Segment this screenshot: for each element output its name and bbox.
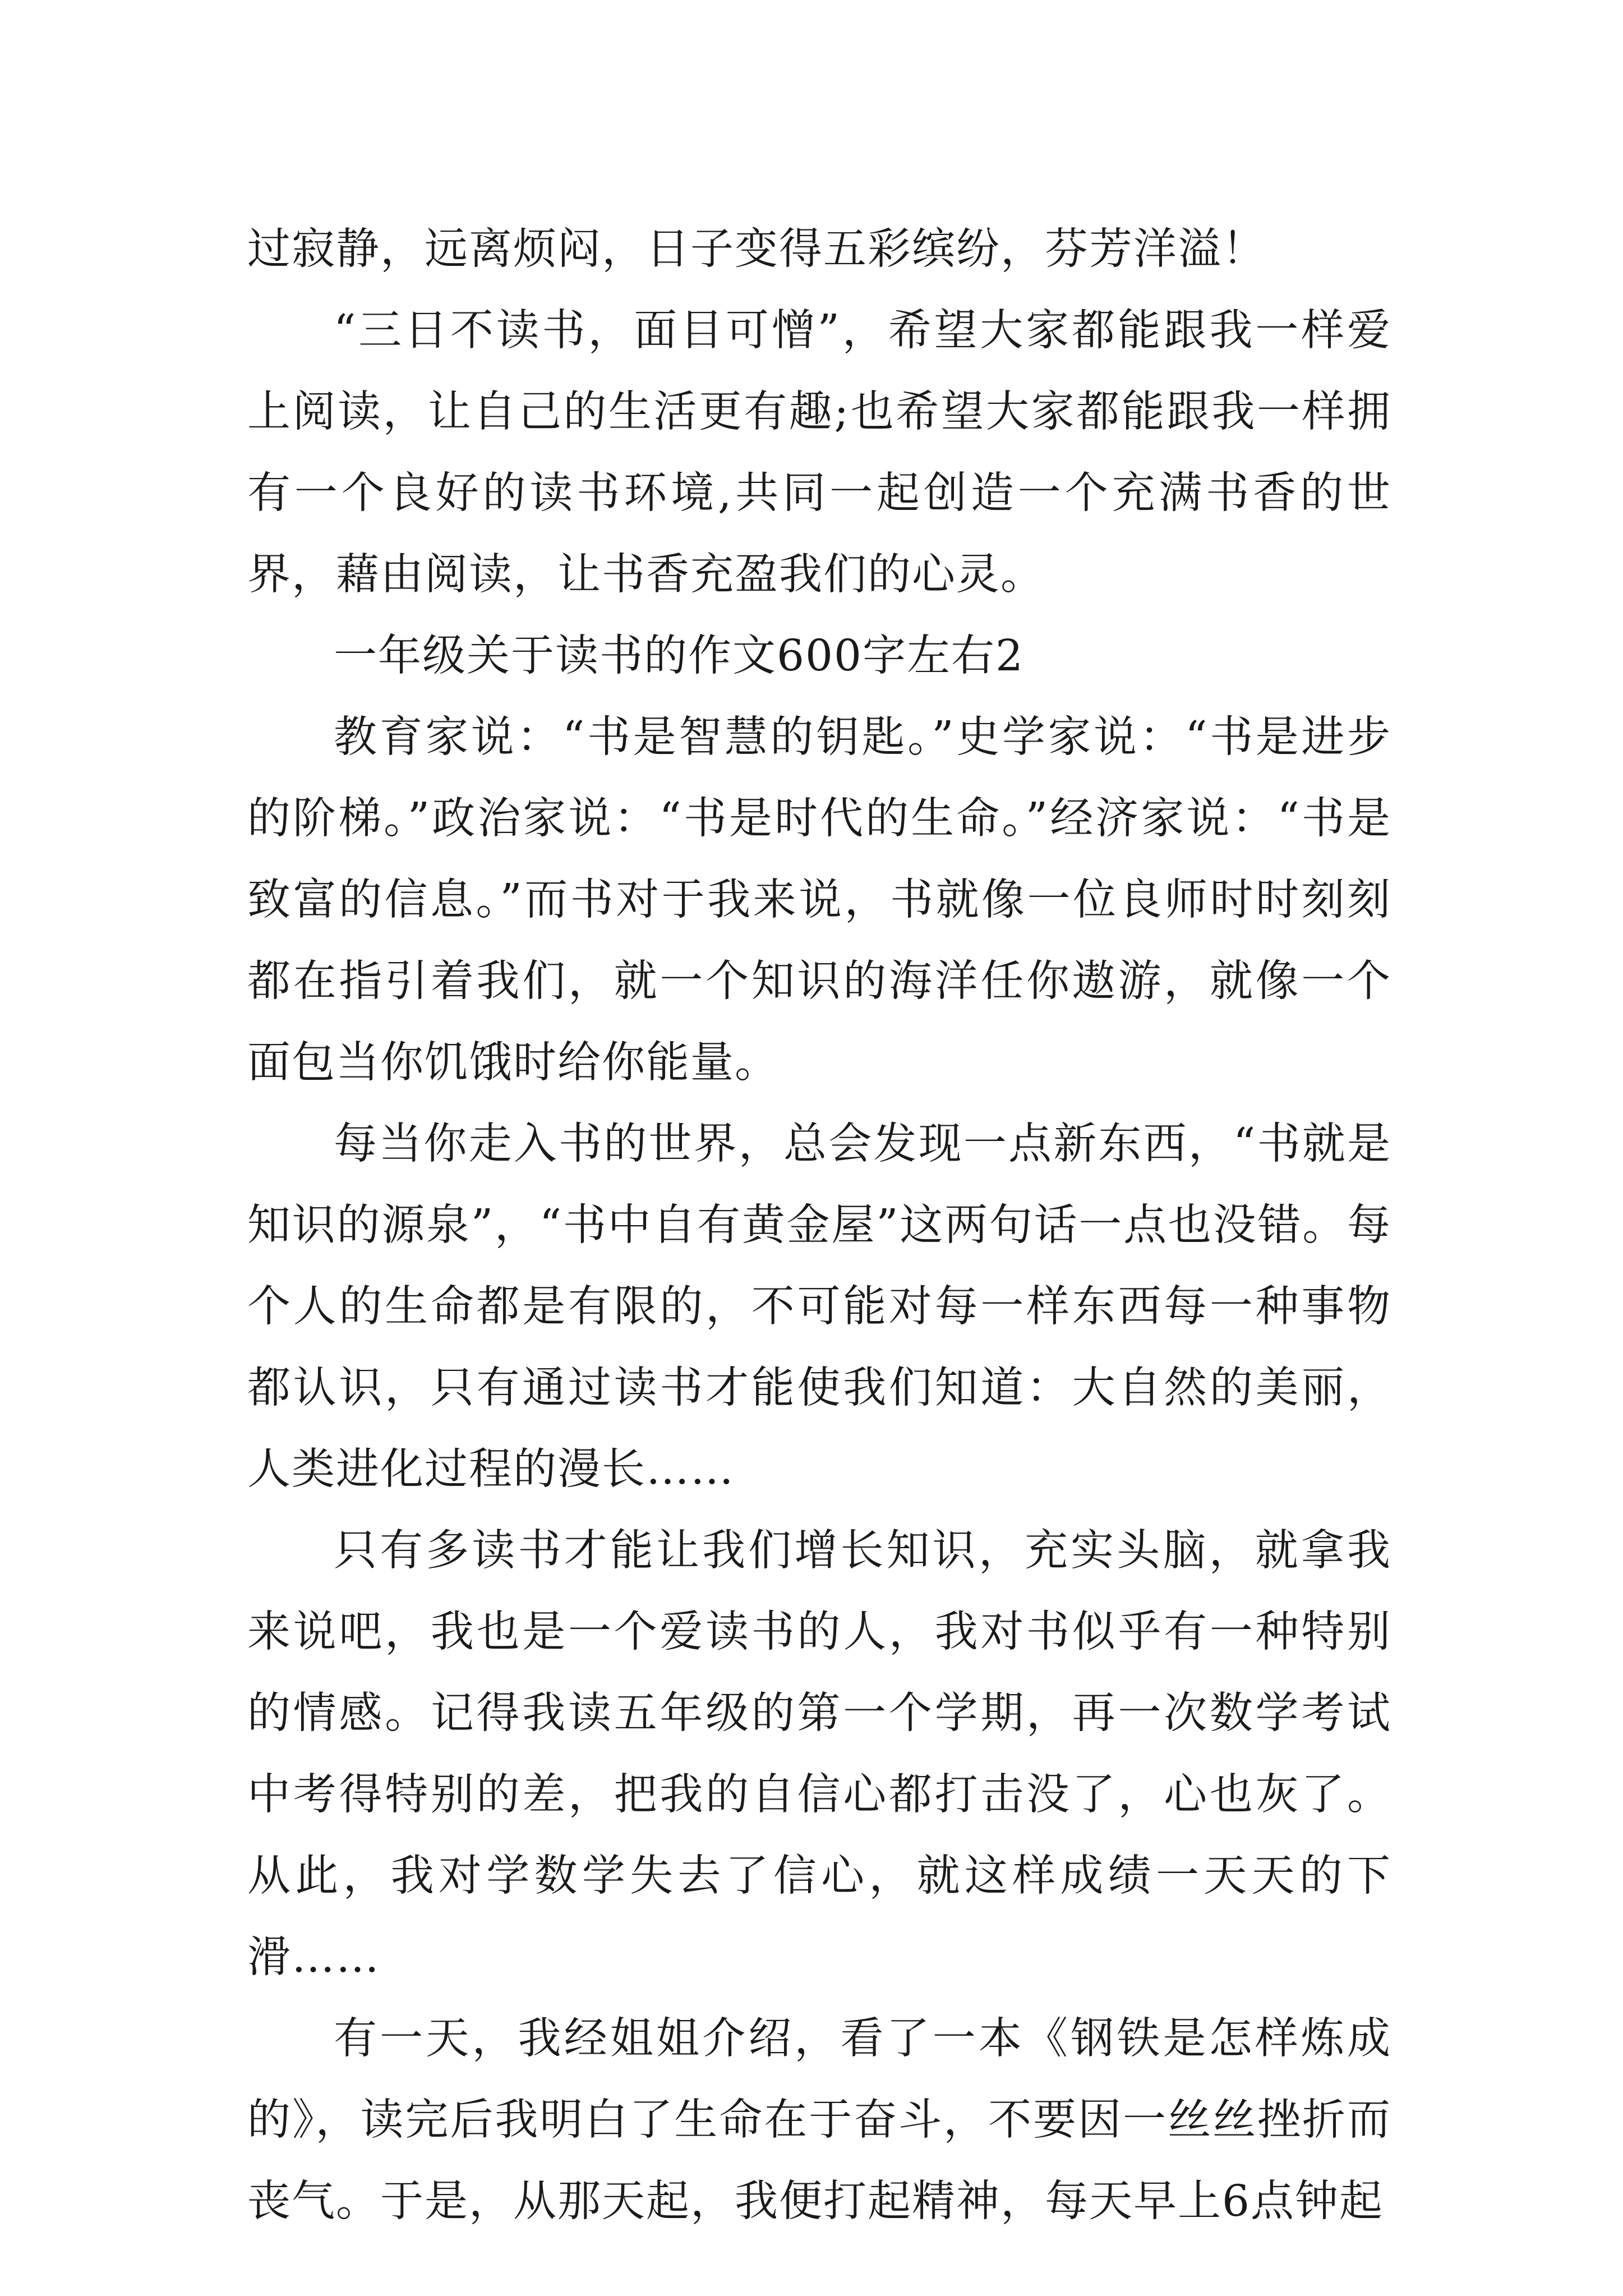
- paragraph-5: 只有多读书才能让我们增长知识，充实头脑，就拿我来说吧，我也是一个爱读书的人，我对书似乎有一种特别的情感。记得我读五年级的第一个学期，再一次数学考试中考得特别的差，把我的自信心都打击没了，心也灰了。从此，我对学数学失去了信心，就这样成绩一天天的下滑……: [247, 1526, 1391, 1982]
- paragraph-2: “三日不读书，面目可憎”，希望大家都能跟我一样爱上阅读，让自己的生活更有趣;也希望大家都能跟我一样拥有一个良好的读书环境,共同一起创造一个充满书香的世界，藉由阅读，让书香充盈我们的心灵。: [247, 306, 1391, 600]
- paragraph-6: 有一天，我经姐姐介绍，看了一本《钢铁是怎样炼成的》，读完后我明白了生命在于奋斗，不要因一丝丝挫折而丧气。于是，从那天起，我便打起精神，每天早上6点钟起: [247, 2014, 1391, 2226]
- paragraph-3: 教育家说：“书是智慧的钥匙。”史学家说：“书是进步的阶梯。”政治家说：“书是时代的生命。”经济家说：“书是致富的信息。”而书对于我来说，书就像一位良师时时刻刻都在指引着我们，就一个知识的海洋任你遨游，就像一个面包当你饥饿时给你能量。: [247, 712, 1391, 1088]
- body-text: [247, 209, 1391, 2242]
- paragraph-1: 过寂静，远离烦闷，日子变得五彩缤纷，芬芳洋溢！: [247, 224, 1266, 274]
- section-title: 一年级关于读书的作文600字左右2: [334, 631, 1024, 681]
- paragraph-4: 每当你走入书的世界，总会发现一点新东西，“书就是知识的源泉”，“书中自有黄金屋”这两句话一点也没错。每个人的生命都是有限的，不可能对每一样东西每一种事物都认识，只有通过读书才能使我们知道：大自然的美丽，人类进化过程的漫长……: [247, 1119, 1391, 1494]
